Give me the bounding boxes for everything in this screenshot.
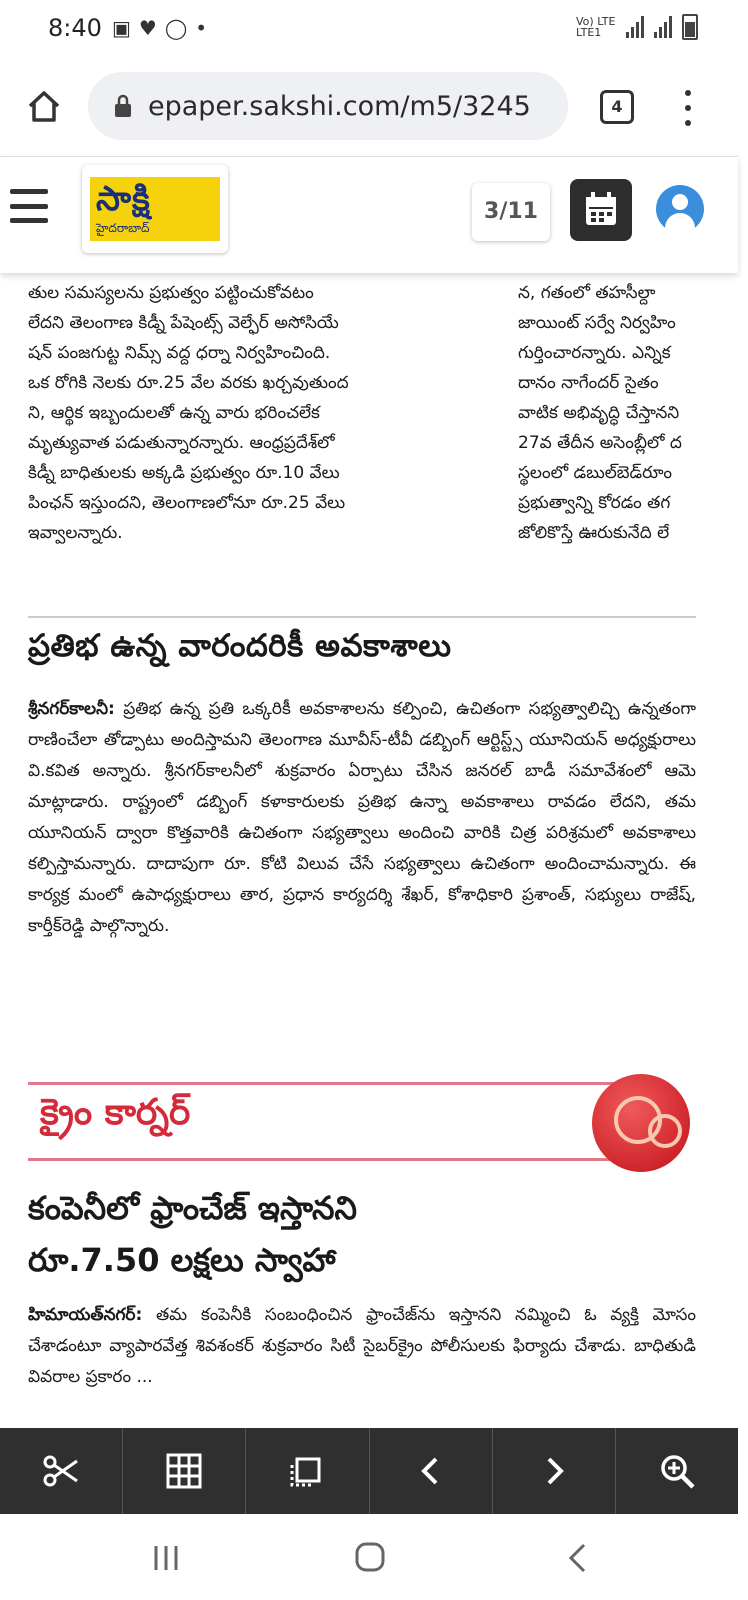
left-column-line: మృత్యువాత పడుతున్నారన్నారు. ఆంధ్రప్రదేశ్‌లో bbox=[28, 433, 335, 453]
right-column-text bbox=[518, 278, 748, 548]
crime-dateline: హిమాయత్‌నగర్: bbox=[28, 1305, 143, 1325]
logo-card[interactable] bbox=[82, 165, 228, 253]
clip-button[interactable] bbox=[0, 1428, 123, 1514]
right-column-line: జోలికొస్తే ఊరుకునేది లే bbox=[518, 523, 670, 543]
left-column-line: కిడ్నీ బాధితులకు అక్కడి ప్రభుత్వం రూ.10 వేలు bbox=[28, 463, 340, 483]
right-column-line: వాటిక అభివృద్ధి చేస్తానని bbox=[518, 403, 680, 423]
recent-apps-icon[interactable] bbox=[146, 1540, 186, 1576]
calendar-button[interactable] bbox=[570, 179, 632, 241]
right-column-line: గుర్తించారన్నారు. ఎన్నిక bbox=[518, 343, 671, 363]
sakshi-logo bbox=[90, 177, 220, 241]
epaper-page[interactable] bbox=[0, 272, 738, 1432]
crop-button[interactable] bbox=[246, 1428, 369, 1514]
url-text: epaper.sakshi.com/m5/3245 bbox=[148, 90, 531, 122]
epaper-toolbar bbox=[0, 1428, 738, 1514]
crime-corner-rule-bottom bbox=[28, 1158, 638, 1161]
system-icons bbox=[576, 14, 698, 40]
profile-avatar-icon[interactable] bbox=[656, 185, 704, 233]
address-bar[interactable] bbox=[88, 72, 568, 140]
crime-headline-line1: కంపెనీలో ఫ్రాంచేజ్ ఇస్తానని bbox=[28, 1189, 357, 1227]
crime-corner-label: క్రైం కార్నర్ bbox=[40, 1092, 191, 1133]
browser-toolbar bbox=[0, 58, 738, 154]
crop-icon bbox=[287, 1451, 327, 1491]
left-column-text bbox=[28, 278, 488, 548]
network-label: Vo) LTE LTE1 bbox=[576, 15, 616, 39]
right-column-line: 27వ తేదీన అసెంబ్లీలో ద bbox=[518, 433, 682, 453]
left-column-line: ఒక రోగికి నెలకు రూ.25 వేల వరకు ఖర్చవుతుంద bbox=[28, 373, 349, 393]
scissors-icon bbox=[41, 1451, 81, 1491]
article-text: ప్రతిభ ఉన్న ప్రతి ఒక్కరికీ అవకాశాలను కల్పించి, ఉచితంగా సభ్యత్వాలిచ్చి ఉన్నతంగా రాణించేలా తోడ్పాటు అందిస్తామని తెలంగాణ మూవీస్-టీవీ డబ్బింగ్ ఆర్టిస్ట్స్ యూనియన్ అధ్యక్షురాలు వి.కవిత అన్నారు. శ్రీనగర్‌కాలనీలో శుక్రవారం ఏర్పాటు చేసిన జనరల్ బాడీ సమావేశంలో ఆమె మాట్లాడారు. రాష్ట్రంలో డబ్బింగ్ కళాకారులకు ప్రతిభ ఉన్నా అవకాశాలు రావడం లేదని, తమ యూనియన్ ద్వారా కొత్తవారికి ఉచితంగా సభ్యత్వాలు అందించి వారికి చిత్ర పరిశ్రమలో అవకాశాలు కల్పిస్తామన్నారు. దాదాపుగా రూ. కోటి విలువ చేసే సభ్యత్వాలు ఉచితంగా అందించామన్నారు. ఈ కార్యక్ర మంలో ఉపాధ్యక్షురాలు తార, ప్రధాన కార్యదర్శి శేఖర్, కోశాధికారి ప్రశాంత్, సభ్యులు రాజేష్, కార్తీక్‌రెడ్డి పాల్గొన్నారు. bbox=[28, 699, 696, 936]
status-time: 8:40 bbox=[48, 14, 102, 42]
article-dateline: శ్రీనగర్‌కాలనీ: bbox=[28, 699, 115, 719]
chevron-left-icon bbox=[411, 1451, 451, 1491]
left-column-line: షన్ పంజగుట్ట నిమ్స్ వద్ద ధర్నా నిర్వహించింది. bbox=[28, 343, 331, 363]
signal-icon-2 bbox=[654, 16, 672, 38]
previous-page-button[interactable] bbox=[370, 1428, 493, 1514]
dot-icon: • bbox=[195, 16, 208, 40]
battery-icon bbox=[682, 14, 698, 40]
next-page-button[interactable] bbox=[493, 1428, 616, 1514]
right-column-line: దానం నాగేందర్ సైతం bbox=[518, 373, 659, 393]
home-nav-icon[interactable] bbox=[350, 1540, 390, 1576]
home-icon[interactable] bbox=[24, 86, 64, 126]
back-nav-icon[interactable] bbox=[558, 1540, 598, 1576]
article-headline: ప్రతిభ ఉన్న వారందరికీ అవకాశాలు bbox=[28, 628, 452, 664]
article-divider bbox=[28, 616, 696, 618]
article-body bbox=[28, 694, 696, 942]
fingerprint-handcuff-icon bbox=[592, 1074, 690, 1172]
zoom-in-button[interactable] bbox=[616, 1428, 738, 1514]
right-column-line: న, గతంలో తహసీల్దా bbox=[518, 283, 656, 303]
tab-switcher-button[interactable]: 4 bbox=[600, 90, 634, 124]
right-column-line: జాయింట్ సర్వే నిర్వహిం bbox=[518, 313, 676, 333]
left-column-line: పింఛన్ ఇస్తుందని, తెలంగాణలోనూ రూ.25 వేలు bbox=[28, 493, 346, 513]
heart-icon: ♥ bbox=[138, 16, 157, 40]
status-bar bbox=[0, 0, 738, 58]
chevron-right-icon bbox=[534, 1451, 574, 1491]
grid-view-button[interactable] bbox=[123, 1428, 246, 1514]
zoom-in-icon bbox=[657, 1451, 697, 1491]
hamburger-menu-icon[interactable] bbox=[10, 189, 48, 223]
crime-article-text: తమ కంపెనీకి సంబంధించిన ఫ్రాంచేజ్‌ను ఇస్తానని నమ్మించి ఓ వ్యక్తి మోసం చేశాడంటూ వ్యాపారవేత్త శివశంకర్ శుక్రవారం సిటీ సైబర్‌క్రైం పోలీసులకు ఫిర్యాదు చేశాడు. బాధితుడి వివరాల ప్రకారం ... bbox=[28, 1305, 696, 1387]
lock-icon bbox=[112, 94, 134, 118]
grid-icon bbox=[164, 1451, 204, 1491]
browser-menu-button[interactable] bbox=[682, 90, 694, 126]
whatsapp-icon: ◯ bbox=[164, 16, 188, 40]
logo-text: సాక్షి bbox=[96, 179, 151, 219]
left-column-line: ని, ఆర్థిక ఇబ్బందులతో ఉన్న వారు భరించలేక bbox=[28, 403, 320, 423]
crime-article-body bbox=[28, 1300, 696, 1393]
calendar-icon bbox=[570, 179, 632, 241]
page-indicator-button[interactable]: 3/11 bbox=[472, 183, 550, 241]
notification-icons bbox=[112, 16, 207, 40]
crime-headline bbox=[28, 1182, 708, 1286]
logo-edition: హైదరాబాద్ bbox=[96, 221, 150, 235]
crime-corner-rule-top bbox=[28, 1082, 638, 1085]
left-column-line: ఇవ్వాలన్నారు. bbox=[28, 523, 123, 543]
left-column-line: తుల సమస్యలను ప్రభుత్వం పట్టించుకోవటం bbox=[28, 283, 314, 303]
app-header bbox=[0, 156, 738, 273]
gallery-icon: ▣ bbox=[112, 16, 131, 40]
right-column-line: స్థలంలో డబుల్‌బెడ్‌రూం bbox=[518, 463, 672, 483]
crime-headline-line2: రూ.7.50 లక్షలు స్వాహా bbox=[28, 1241, 336, 1279]
right-column-line: ప్రభుత్వాన్ని కోరడం తగ bbox=[518, 493, 671, 513]
signal-icon bbox=[626, 16, 644, 38]
system-navigation-bar bbox=[0, 1514, 738, 1600]
left-column-line: లేదని తెలంగాణ కిడ్నీ పేషెంట్స్ వెల్ఫేర్ అసోసియే bbox=[28, 313, 339, 333]
